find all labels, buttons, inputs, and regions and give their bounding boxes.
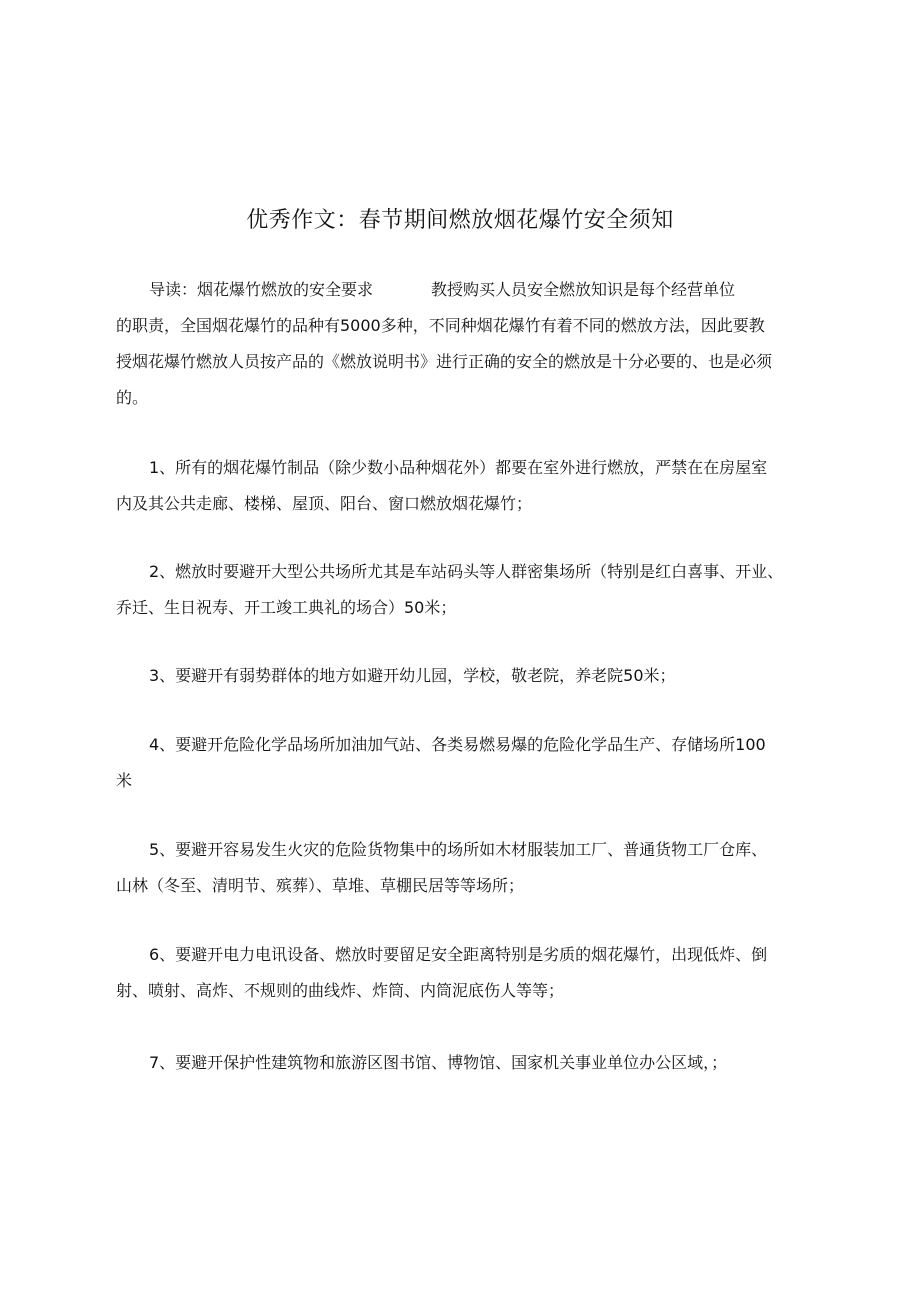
item-5-paragraph	[116, 832, 816, 904]
intro-paragraph	[116, 272, 816, 416]
intro-line-2: 的职责，全国烟花爆竹的品种有5000多种，不同种烟花爆竹有着不同的燃放方法，因此要教	[116, 316, 765, 335]
item-2-paragraph	[116, 554, 816, 626]
item-3-paragraph	[116, 658, 816, 694]
item-line: 5、要避开容易发生火灾的危险货物集中的场所如木材服装加工厂、普通货物工厂仓库、	[149, 840, 768, 859]
item-7-paragraph	[116, 1045, 816, 1081]
intro-line-1-rest: 教授购买人员安全燃放知识是每个经营单位	[431, 280, 736, 299]
item-4-paragraph	[116, 727, 816, 799]
item-line: 射、喷射、高炸、不规则的曲线炸、炸筒、内筒泥底伤人等等；	[116, 981, 565, 1000]
item-line: 6、要避开电力电讯设备、燃放时要留足安全距离特别是劣质的烟花爆竹，出现低炸、倒	[149, 945, 768, 964]
intro-line-3: 授烟花爆竹燃放人员按产品的《燃放说明书》进行正确的安全的燃放是十分必要的、也是必须	[116, 352, 773, 371]
item-line: 乔迁、生日祝寿、开工竣工典礼的场合）50米；	[116, 598, 457, 617]
item-line: 山林（冬至、清明节、殡葬）、草堆、草棚民居等等场所；	[116, 876, 525, 895]
item-line: 内及其公共走廊、楼梯、屋顶、阳台、窗口燃放烟花爆竹；	[116, 494, 533, 513]
item-line: 4、要避开危险化学品场所加油加气站、各类易燃易爆的危险化学品生产、存储场所100	[149, 735, 766, 754]
item-6-paragraph	[116, 937, 816, 1009]
intro-lead: 导读：烟花爆竹燃放的安全要求	[149, 280, 374, 299]
item-line: 3、要避开有弱势群体的地方如避开幼儿园，学校，敬老院，养老院50米；	[149, 666, 676, 685]
intro-line-1	[116, 272, 816, 308]
item-line: 2、燃放时要避开大型公共场所尤其是车站码头等人群密集场所（特别是红白喜事、开业、	[149, 562, 784, 581]
item-line: 7、要避开保护性建筑物和旅游区图书馆、博物馆、国家机关事业单位办公区域，；	[149, 1053, 728, 1072]
intro-line-4: 的。	[116, 388, 149, 407]
item-1-paragraph	[116, 450, 816, 522]
item-line: 米	[116, 771, 133, 790]
item-line: 1、所有的烟花爆竹制品（除少数小品种烟花外）都要在室外进行燃放，严禁在在房屋室	[149, 458, 768, 477]
document-title: 优秀作文：春节期间燃放烟花爆竹安全须知	[246, 208, 674, 233]
